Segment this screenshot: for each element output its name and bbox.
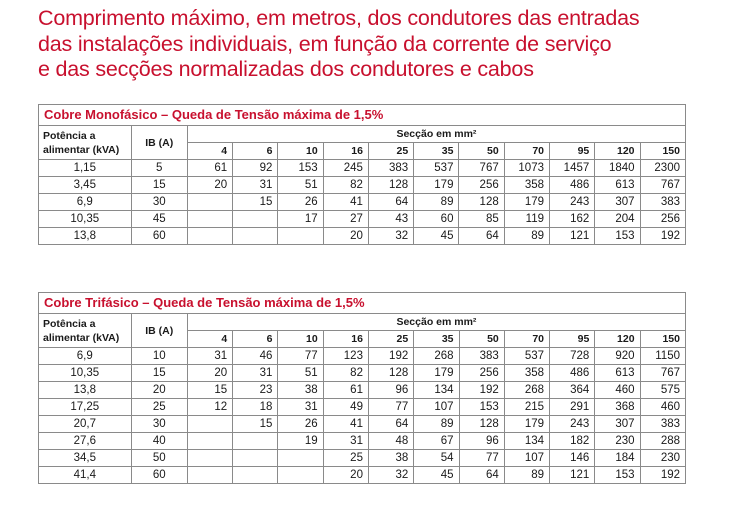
length-cell: 179	[504, 194, 549, 211]
potencia-cell: 10,35	[39, 211, 132, 228]
ib-cell: 45	[131, 211, 187, 228]
length-cell: 243	[550, 194, 595, 211]
ib-cell: 50	[131, 450, 187, 467]
length-cell: 89	[504, 228, 549, 245]
section-header-cell: 4	[187, 331, 232, 348]
length-cell: 31	[233, 177, 278, 194]
length-cell: 45	[414, 228, 459, 245]
table-caption: Cobre Monofásico – Queda de Tensão máxima de 1,5%	[39, 105, 686, 126]
length-cell	[187, 228, 232, 245]
table-caption-row	[39, 105, 686, 126]
length-cell: 268	[414, 348, 459, 365]
length-cell: 64	[368, 194, 413, 211]
length-cell: 23	[233, 382, 278, 399]
potencia-header-line: alimentar (kVA)	[43, 331, 120, 344]
ib-cell: 20	[131, 382, 187, 399]
length-cell: 20	[323, 228, 368, 245]
length-cell: 31	[278, 399, 323, 416]
length-cell: 49	[323, 399, 368, 416]
length-cell	[233, 211, 278, 228]
length-cell	[233, 450, 278, 467]
length-cell: 767	[459, 160, 504, 177]
ib-header: IB (A)	[131, 126, 187, 160]
table-caption-row	[39, 293, 686, 314]
length-cell: 89	[414, 416, 459, 433]
length-cell: 31	[323, 433, 368, 450]
length-cell: 96	[459, 433, 504, 450]
length-cell: 358	[504, 177, 549, 194]
ib-cell: 60	[131, 228, 187, 245]
length-cell: 121	[550, 467, 595, 484]
ib-cell: 5	[131, 160, 187, 177]
table-row	[39, 382, 686, 399]
length-cell: 67	[414, 433, 459, 450]
length-cell: 26	[278, 416, 323, 433]
length-cell: 215	[504, 399, 549, 416]
section-header-cell: 10	[278, 331, 323, 348]
length-cell: 256	[640, 211, 685, 228]
length-cell	[187, 194, 232, 211]
length-cell	[278, 450, 323, 467]
length-cell: 77	[368, 399, 413, 416]
length-cell: 27	[323, 211, 368, 228]
section-header-cell: 16	[323, 331, 368, 348]
length-cell: 89	[414, 194, 459, 211]
length-cell: 89	[504, 467, 549, 484]
length-cell: 121	[550, 228, 595, 245]
length-cell: 179	[414, 177, 459, 194]
length-cell: 307	[595, 194, 640, 211]
length-cell: 256	[459, 177, 504, 194]
potencia-cell: 6,9	[39, 194, 132, 211]
length-cell: 184	[595, 450, 640, 467]
length-cell: 204	[595, 211, 640, 228]
length-cell: 243	[550, 416, 595, 433]
potencia-cell: 34,5	[39, 450, 132, 467]
length-cell: 60	[414, 211, 459, 228]
ib-cell: 30	[131, 194, 187, 211]
length-cell	[187, 211, 232, 228]
potencia-cell: 20,7	[39, 416, 132, 433]
length-cell: 20	[187, 177, 232, 194]
potencia-header	[39, 314, 132, 348]
length-cell: 64	[459, 467, 504, 484]
length-cell: 288	[640, 433, 685, 450]
table-row	[39, 177, 686, 194]
seccao-header: Secção em mm²	[187, 314, 685, 331]
title-line: Comprimento máximo, em metros, dos condutores das entradas	[38, 6, 640, 30]
length-cell: 153	[459, 399, 504, 416]
page-title	[38, 6, 718, 83]
table-cobre-monofasico	[38, 104, 686, 245]
length-cell: 146	[550, 450, 595, 467]
length-cell: 179	[504, 416, 549, 433]
section-header-cell: 16	[323, 143, 368, 160]
table-row	[39, 399, 686, 416]
length-cell: 128	[368, 365, 413, 382]
header-row	[39, 126, 686, 143]
length-cell: 64	[368, 416, 413, 433]
section-header-cell: 50	[459, 331, 504, 348]
length-cell: 230	[640, 450, 685, 467]
length-cell: 20	[323, 467, 368, 484]
length-cell: 613	[595, 365, 640, 382]
potencia-cell: 13,8	[39, 382, 132, 399]
length-cell: 15	[233, 416, 278, 433]
potencia-cell: 41,4	[39, 467, 132, 484]
ib-cell: 30	[131, 416, 187, 433]
length-cell	[187, 433, 232, 450]
length-cell: 460	[640, 399, 685, 416]
length-cell: 460	[595, 382, 640, 399]
section-header-cell: 25	[368, 331, 413, 348]
length-cell: 368	[595, 399, 640, 416]
length-cell: 82	[323, 365, 368, 382]
length-cell: 77	[278, 348, 323, 365]
length-cell: 38	[368, 450, 413, 467]
length-cell: 364	[550, 382, 595, 399]
potencia-cell: 13,8	[39, 228, 132, 245]
section-header-cell: 10	[278, 143, 323, 160]
length-cell: 134	[414, 382, 459, 399]
potencia-cell: 3,45	[39, 177, 132, 194]
ib-cell: 15	[131, 177, 187, 194]
section-header-cell: 95	[550, 143, 595, 160]
length-cell: 107	[414, 399, 459, 416]
length-cell: 537	[504, 348, 549, 365]
length-cell: 192	[640, 228, 685, 245]
ib-cell: 60	[131, 467, 187, 484]
table-row	[39, 194, 686, 211]
length-cell: 767	[640, 365, 685, 382]
length-cell: 128	[459, 194, 504, 211]
length-cell: 96	[368, 382, 413, 399]
potencia-cell: 6,9	[39, 348, 132, 365]
length-cell: 20	[187, 365, 232, 382]
length-cell: 383	[640, 416, 685, 433]
length-cell: 41	[323, 416, 368, 433]
table-row	[39, 348, 686, 365]
table-cobre-trifasico	[38, 292, 686, 484]
length-cell	[187, 416, 232, 433]
header-row	[39, 314, 686, 331]
table-row	[39, 433, 686, 450]
length-cell: 920	[595, 348, 640, 365]
title-line: das instalações individuais, em função da corrente de serviço	[38, 31, 612, 56]
ib-header: IB (A)	[131, 314, 187, 348]
table-row	[39, 450, 686, 467]
potencia-cell: 10,35	[39, 365, 132, 382]
potencia-header-line: alimentar (kVA)	[43, 143, 120, 156]
length-cell: 153	[278, 160, 323, 177]
length-cell: 268	[504, 382, 549, 399]
length-cell: 2300	[640, 160, 685, 177]
length-cell: 61	[323, 382, 368, 399]
length-cell: 182	[550, 433, 595, 450]
length-cell: 77	[459, 450, 504, 467]
table-caption: Cobre Trifásico – Queda de Tensão máxima de 1,5%	[39, 293, 686, 314]
length-cell: 230	[595, 433, 640, 450]
length-cell	[187, 450, 232, 467]
length-cell: 26	[278, 194, 323, 211]
potencia-cell: 1,15	[39, 160, 132, 177]
table-row	[39, 228, 686, 245]
length-cell: 43	[368, 211, 413, 228]
length-cell: 728	[550, 348, 595, 365]
length-cell: 85	[459, 211, 504, 228]
length-cell	[278, 467, 323, 484]
table-row	[39, 160, 686, 177]
length-cell: 12	[187, 399, 232, 416]
length-cell: 31	[233, 365, 278, 382]
length-cell: 575	[640, 382, 685, 399]
potencia-header-line: Potência a	[43, 317, 96, 330]
length-cell: 18	[233, 399, 278, 416]
ib-cell: 10	[131, 348, 187, 365]
length-cell: 17	[278, 211, 323, 228]
length-cell: 383	[368, 160, 413, 177]
length-cell: 32	[368, 228, 413, 245]
length-cell: 51	[278, 365, 323, 382]
length-cell: 48	[368, 433, 413, 450]
section-header-cell: 120	[595, 331, 640, 348]
length-cell: 383	[459, 348, 504, 365]
section-header-cell: 35	[414, 143, 459, 160]
length-cell	[278, 228, 323, 245]
length-cell: 46	[233, 348, 278, 365]
length-cell: 256	[459, 365, 504, 382]
section-header-cell: 50	[459, 143, 504, 160]
length-cell	[233, 228, 278, 245]
length-cell: 307	[595, 416, 640, 433]
length-cell: 162	[550, 211, 595, 228]
section-header-cell: 95	[550, 331, 595, 348]
section-header-cell: 4	[187, 143, 232, 160]
section-header-cell: 150	[640, 331, 685, 348]
length-cell: 41	[323, 194, 368, 211]
length-cell: 15	[187, 382, 232, 399]
table-row	[39, 365, 686, 382]
length-cell	[187, 467, 232, 484]
potencia-header	[39, 126, 132, 160]
length-cell: 128	[459, 416, 504, 433]
length-cell: 192	[368, 348, 413, 365]
length-cell: 119	[504, 211, 549, 228]
length-cell: 82	[323, 177, 368, 194]
section-header-cell: 70	[504, 331, 549, 348]
section-header-cell: 6	[233, 331, 278, 348]
length-cell: 19	[278, 433, 323, 450]
length-cell: 358	[504, 365, 549, 382]
length-cell: 25	[323, 450, 368, 467]
length-cell: 613	[595, 177, 640, 194]
seccao-header: Secção em mm²	[187, 126, 685, 143]
ib-cell: 25	[131, 399, 187, 416]
length-cell: 32	[368, 467, 413, 484]
length-cell: 31	[187, 348, 232, 365]
length-cell: 1150	[640, 348, 685, 365]
length-cell: 134	[504, 433, 549, 450]
length-cell: 767	[640, 177, 685, 194]
length-cell: 383	[640, 194, 685, 211]
length-cell: 153	[595, 228, 640, 245]
length-cell: 486	[550, 365, 595, 382]
length-cell: 128	[368, 177, 413, 194]
length-cell: 192	[640, 467, 685, 484]
section-header-cell: 6	[233, 143, 278, 160]
length-cell: 107	[504, 450, 549, 467]
length-cell: 38	[278, 382, 323, 399]
length-cell	[233, 433, 278, 450]
table-row	[39, 211, 686, 228]
length-cell: 64	[459, 228, 504, 245]
length-cell: 1840	[595, 160, 640, 177]
length-cell: 54	[414, 450, 459, 467]
length-cell: 192	[459, 382, 504, 399]
length-cell: 51	[278, 177, 323, 194]
length-cell: 1457	[550, 160, 595, 177]
table-row	[39, 416, 686, 433]
section-header-cell: 70	[504, 143, 549, 160]
length-cell: 1073	[504, 160, 549, 177]
section-header-cell: 150	[640, 143, 685, 160]
section-header-cell: 25	[368, 143, 413, 160]
length-cell: 486	[550, 177, 595, 194]
length-cell	[233, 467, 278, 484]
section-header-cell: 35	[414, 331, 459, 348]
title-line: e das secções normalizadas dos condutores e cabos	[38, 57, 534, 81]
table-row	[39, 467, 686, 484]
potencia-cell: 17,25	[39, 399, 132, 416]
length-cell: 245	[323, 160, 368, 177]
length-cell: 92	[233, 160, 278, 177]
section-header-cell: 120	[595, 143, 640, 160]
length-cell: 45	[414, 467, 459, 484]
length-cell: 179	[414, 365, 459, 382]
length-cell: 153	[595, 467, 640, 484]
ib-cell: 15	[131, 365, 187, 382]
length-cell: 537	[414, 160, 459, 177]
length-cell: 291	[550, 399, 595, 416]
length-cell: 15	[233, 194, 278, 211]
ib-cell: 40	[131, 433, 187, 450]
length-cell: 123	[323, 348, 368, 365]
potencia-cell: 27,6	[39, 433, 132, 450]
potencia-header-line: Potência a	[43, 129, 96, 142]
length-cell: 61	[187, 160, 232, 177]
